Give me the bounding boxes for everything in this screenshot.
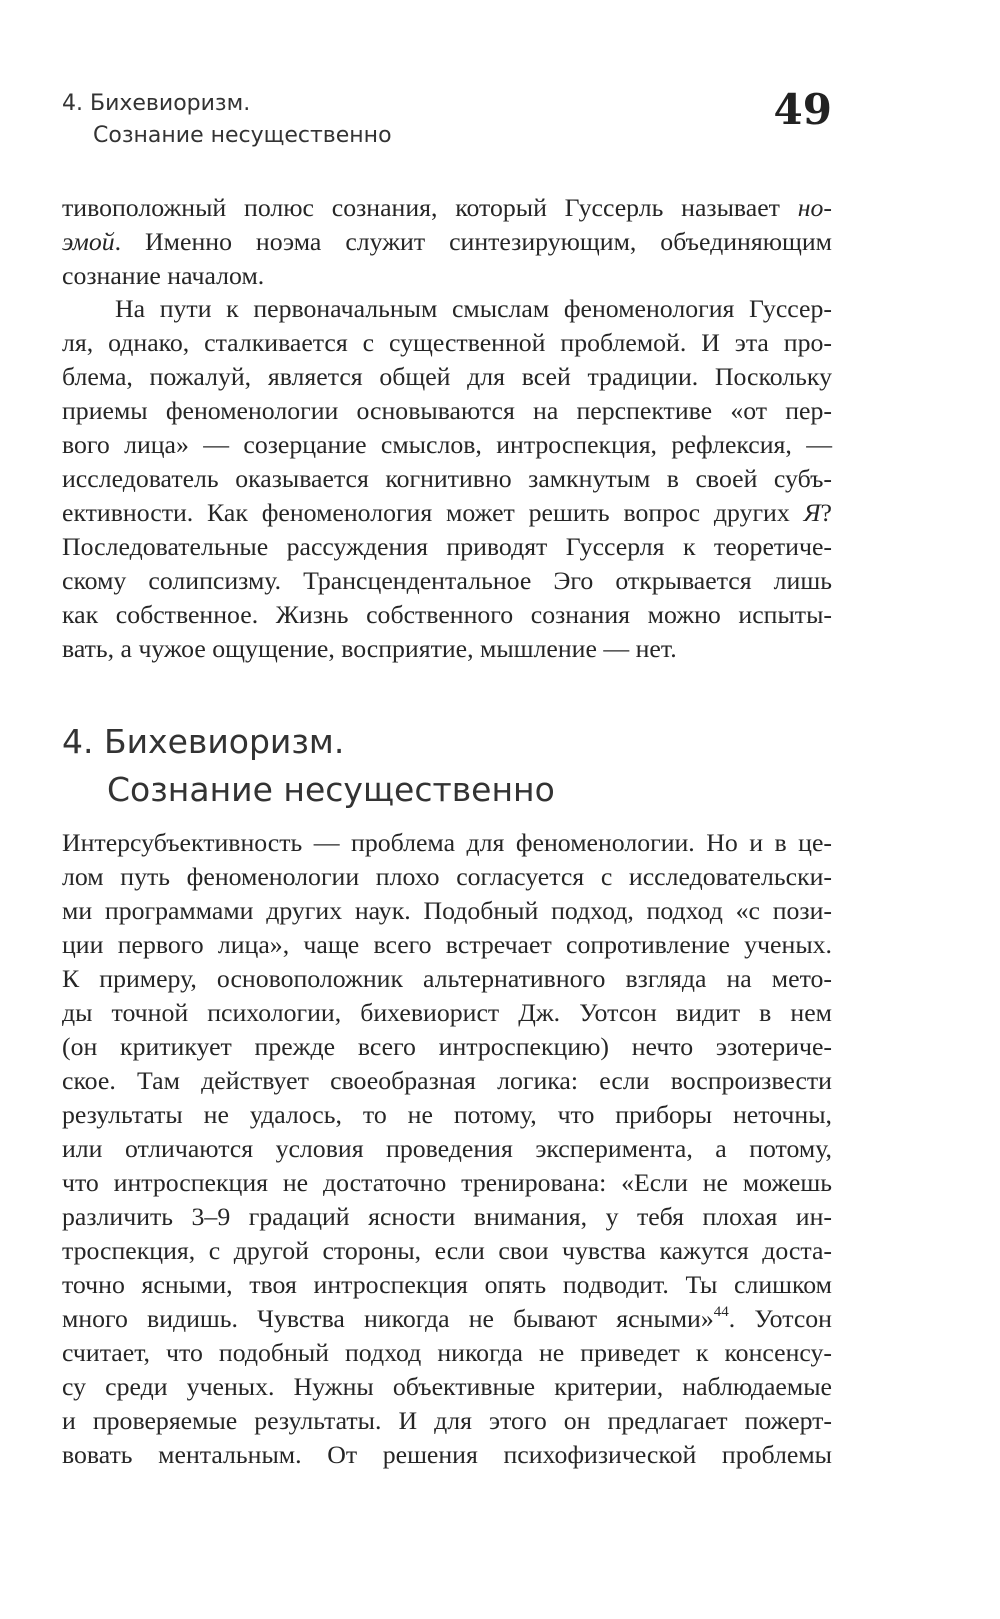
text-line: считает, что подобный подход никогда не приведет к консенсу- [62, 1338, 832, 1367]
text-line: ля, однако, сталкивается с существенной проблемой. И эта про- [62, 328, 832, 357]
paragraph-behaviorism [62, 826, 832, 1472]
text-line: Последовательные рассуждения приводят Гуссерля к теоретиче- [62, 532, 832, 561]
text-line: результаты не удалось, то не потому, что приборы неточны, [62, 1100, 832, 1129]
text-line: ды точной психологии, бихевиорист Дж. Уотсон видит в нем [62, 998, 832, 1027]
text-line: вого лица» — созерцание смыслов, интроспекция, рефлексия, — [62, 430, 832, 459]
text-line: ми программами других наук. Подобный подход, подход «с пози- [62, 896, 832, 925]
running-head [62, 88, 392, 152]
text-line: троспекция, с другой стороны, если свои чувства кажутся доста- [62, 1236, 832, 1265]
paragraph-continuation [62, 191, 832, 293]
running-head-line-1: 4. Бихевиоризм. [62, 91, 251, 116]
text-line: исследователь оказывается когнитивно замкнутым в своей субъ- [62, 464, 832, 493]
text-line: На пути к первоначальным смыслам феноменология Гуссер- [115, 294, 832, 323]
text-line: скому солипсизму. Трансцендентальное Эго открывается лишь [62, 566, 832, 595]
text-line: лом путь феноменологии плохо согласуется с исследовательски- [62, 862, 832, 891]
running-head-line-2: Сознание несущественно [93, 123, 392, 148]
paragraph-husserl [62, 292, 832, 666]
text-line: приемы феноменологии основываются на перспективе «от пер- [62, 396, 832, 425]
text-line: тивоположный полюс сознания, который Гуссерль называет но- [62, 193, 832, 222]
page-number: 49 [773, 85, 832, 134]
text-line: много видишь. Чувства никогда не бывают ясными»$^{44}$. Уотсон [62, 1304, 832, 1333]
text-line: ское. Там действует своеобразная логика: если воспроизвести [62, 1066, 832, 1095]
text-line: эмой. Именно ноэма служит синтезирующим, объединяющим [62, 227, 832, 256]
text-line: вовать ментальным. От решения психофизической проблемы [62, 1440, 832, 1469]
text-line: ции первого лица», чаще всего встречает сопротивление ученых. [62, 930, 832, 959]
text-line: сознание началом. [62, 261, 265, 290]
section-heading [62, 718, 555, 814]
text-line: как собственное. Жизнь собственного сознания можно испыты- [62, 600, 832, 629]
text-line: су среди ученых. Нужны объективные критерии, наблюдаемые [62, 1372, 832, 1401]
text-line: Интерсубъективность — проблема для феноменологии. Но и в це- [62, 828, 832, 857]
text-line: что интроспекция не достаточно тренирована: «Если не можешь [62, 1168, 832, 1197]
text-line: К примеру, основоположник альтернативного взгляда на мето- [62, 964, 832, 993]
section-heading-line-2: Сознание несущественно [107, 770, 555, 809]
text-line: (он критикует прежде всего интроспекцию) нечто эзотериче- [62, 1032, 832, 1061]
text-line: вать, а чужое ощущение, восприятие, мышление — нет. [62, 634, 677, 663]
section-heading-line-1: 4. Бихевиоризм. [62, 722, 345, 761]
footnote-reference[interactable]: 44 [713, 1304, 729, 1320]
text-line: различить 3–9 градаций ясности внимания, у тебя плохая ин- [62, 1202, 832, 1231]
text-line: или отличаются условия проведения эксперимента, а потому, [62, 1134, 832, 1163]
text-line: и проверяемые результаты. И для этого он предлагает пожерт- [62, 1406, 832, 1435]
text-line: блема, пожалуй, является общей для всей традиции. Поскольку [62, 362, 832, 391]
text-line: точно ясными, твоя интроспекция опять подводит. Ты слишком [62, 1270, 832, 1299]
text-line: ективности. Как феноменология может решить вопрос других Я? [62, 498, 832, 527]
